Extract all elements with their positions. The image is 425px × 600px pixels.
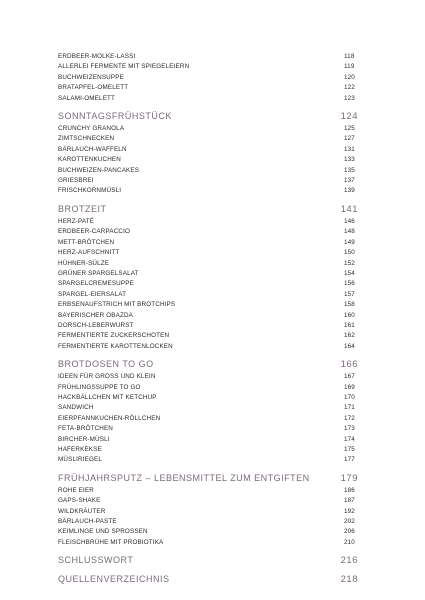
toc-entry: [58, 217, 358, 227]
entry-page: 135: [344, 166, 355, 174]
entry-title: KEIMLINGE UND SPROSSEN: [58, 528, 148, 536]
entry-title: SANDWICH: [58, 404, 94, 412]
entry-title: HERZ-PATÉ: [58, 217, 95, 225]
section-heading: [58, 472, 358, 485]
section-heading: [58, 573, 358, 586]
section-page: 141: [340, 203, 358, 215]
entry-page: 158: [344, 301, 355, 309]
entry-title: ALLERLEI FERMENTE MIT SPIEGELEIERN: [58, 63, 190, 71]
entry-title: MÜSLIRIEGEL: [58, 456, 102, 464]
toc-entry: [58, 321, 358, 331]
section-title: BROTZEIT: [58, 203, 107, 214]
toc-section: [58, 358, 358, 466]
entry-title: HAFERKEKSE: [58, 446, 102, 453]
toc-entry: [58, 134, 358, 144]
toc-entry: [58, 62, 358, 72]
entry-page: 202: [344, 518, 355, 526]
section-page: 216: [340, 555, 358, 567]
entry-title: FRISCHKORNMÜSLI: [58, 187, 122, 195]
entry-title: SPARGELCREMESUPPE: [58, 280, 134, 288]
table-of-contents: [58, 52, 358, 587]
toc-entry: [58, 248, 358, 258]
entry-page: 170: [344, 393, 355, 401]
entry-title: GRIESBREI: [58, 177, 94, 185]
entry-page: 149: [344, 238, 355, 246]
entry-title: FETA-BRÖTCHEN: [58, 425, 114, 433]
entry-page: 171: [344, 404, 355, 412]
toc-section: [58, 110, 358, 197]
section-title: FRÜHJAHRSPUTZ – LEBENSMITTEL ZUM ENTGIFTEN: [58, 472, 310, 483]
section-title: QUELLENVERZEICHNIS: [58, 574, 170, 585]
toc-entry: [58, 372, 358, 382]
entry-page: 156: [344, 280, 355, 288]
toc-entry: [58, 496, 358, 506]
entry-page: 150: [344, 249, 355, 257]
entry-title: BÄRLAUCH-PASTE: [58, 518, 117, 526]
toc-entry: [58, 311, 358, 321]
toc-entry: [58, 383, 358, 393]
entry-page: 186: [344, 486, 355, 494]
toc-entry: [58, 186, 358, 196]
entry-title: EIERPFANNKUCHEN-RÖLLCHEN: [58, 414, 161, 422]
entry-page: 174: [344, 435, 355, 443]
entry-page: 206: [344, 528, 355, 536]
section-page: 166: [340, 359, 358, 371]
entry-page: 133: [344, 156, 355, 164]
intro-group: [58, 52, 358, 104]
entry-title: FLEISCHBRÜHE MIT PROBIOTIKA: [58, 538, 164, 546]
entry-page: 125: [344, 125, 355, 133]
entry-title: BIRCHER-MÜSLI: [58, 435, 110, 443]
toc-entry: [58, 145, 358, 155]
entry-title: ERBSENAUFSTRICH MIT BROTCHIPS: [58, 301, 176, 309]
entry-page: 120: [344, 73, 355, 81]
entry-page: 177: [344, 456, 355, 464]
entry-page: 192: [344, 507, 355, 515]
section-page: 179: [340, 472, 358, 484]
entry-title: CRUNCHY GRANOLA: [58, 125, 125, 133]
entry-page: 123: [344, 94, 355, 102]
toc-entry: [58, 507, 358, 517]
entry-page: 118: [344, 53, 355, 60]
entry-page: 146: [344, 217, 355, 225]
toc-entry: [58, 259, 358, 269]
entry-title: METT-BRÖTCHEN: [58, 238, 115, 246]
entry-title: ERDBEER-CARPACCIO: [58, 228, 131, 236]
entry-title: HACKBÄLLCHEN MIT KETCHUP: [58, 393, 157, 401]
toc-entry: [58, 538, 358, 548]
toc-entry: [58, 73, 358, 83]
section-heading: [58, 358, 358, 371]
entry-title: WILDKRÄUTER: [58, 507, 106, 515]
entry-page: 157: [344, 290, 355, 298]
toc-entry: [58, 279, 358, 289]
entry-page: 152: [344, 259, 355, 267]
toc-entry: [58, 227, 358, 237]
toc-entry: [58, 83, 358, 93]
section-heading: [58, 110, 358, 123]
toc-section: [58, 203, 358, 352]
toc-entry: [58, 300, 358, 310]
toc-entry: [58, 155, 358, 165]
entry-page: 161: [344, 321, 355, 329]
toc-entry: [58, 393, 358, 403]
entry-title: BUCHWEIZEN-PANCAKES: [58, 166, 140, 174]
entry-title: GAPS-SHAKE: [58, 497, 101, 505]
entry-title: FERMENTIERTE ZUCKERSCHOTEN: [58, 332, 170, 340]
entry-page: 139: [344, 187, 355, 195]
toc-entry: [58, 414, 358, 424]
toc-entry: [58, 94, 358, 104]
entry-title: DORSCH-LEBERWURST: [58, 321, 134, 329]
entry-title: BRATAPFEL-OMELETT: [58, 84, 129, 92]
toc-entry: [58, 52, 358, 62]
section-page: 218: [340, 574, 358, 586]
entry-title: BAYERISCHER OBAZDA: [58, 311, 134, 319]
toc-entry: [58, 527, 358, 537]
section-page: 124: [340, 111, 358, 123]
entry-title: KAROTTENKUCHEN: [58, 156, 121, 164]
entry-page: 169: [344, 383, 355, 391]
entry-title: GRÜNER SPARGELSALAT: [58, 269, 139, 277]
toc-entry: [58, 331, 358, 341]
entry-page: 131: [344, 145, 355, 153]
entry-page: 210: [344, 538, 355, 546]
toc-entry: [58, 517, 358, 527]
entry-title: FRÜHLINGSSUPPE TO GO: [58, 383, 141, 391]
toc-entry: [58, 269, 358, 279]
toc-entry: [58, 238, 358, 248]
toc-entry: [58, 455, 358, 465]
section-title: SONNTAGSFRÜHSTÜCK: [58, 111, 172, 122]
entry-page: 119: [344, 63, 355, 71]
toc-entry: [58, 486, 358, 496]
entry-title: IDEEN FÜR GROSS UND KLEIN: [58, 373, 156, 381]
entry-title: FERMENTIERTE KAROTTENLOCKEN: [58, 342, 173, 350]
entry-page: 160: [344, 311, 355, 319]
entry-title: HÜHNER-SÜLZE: [58, 259, 110, 267]
entry-page: 187: [344, 497, 355, 505]
entry-title: BUCHWEIZENSUPPE: [58, 73, 124, 81]
section-title: SCHLUSSWORT: [58, 555, 134, 566]
toc-entry: [58, 290, 358, 300]
entry-title: ZIMTSCHNECKEN: [58, 135, 115, 143]
entry-title: HERZ-AUFSCHNITT: [58, 249, 120, 257]
toc-entry: [58, 435, 358, 445]
entry-title: BÄRLAUCH-WAFFELN: [58, 145, 127, 153]
entry-page: 167: [344, 373, 355, 381]
entry-page: 173: [344, 425, 355, 433]
toc-entry: [58, 342, 358, 352]
entry-page: 148: [344, 228, 355, 236]
section-heading: [58, 203, 358, 216]
entry-title: ROHE EIER: [58, 486, 94, 494]
entry-page: 172: [344, 414, 355, 422]
entry-page: 154: [344, 269, 355, 277]
entry-title: SALAMI-OMELETT: [58, 94, 116, 102]
entry-title: SPARGEL-EIERSALAT: [58, 290, 127, 298]
entry-title: ERDBEER-MOLKE-LASSI: [58, 53, 136, 60]
toc-entry: [58, 424, 358, 434]
toc-entry: [58, 124, 358, 134]
toc-entry: [58, 445, 358, 455]
entry-page: 137: [344, 177, 355, 185]
toc-section: [58, 472, 358, 548]
toc-entry: [58, 166, 358, 176]
entry-page: 162: [344, 332, 355, 340]
entry-page: 127: [344, 135, 355, 143]
section-heading: [58, 554, 358, 567]
entry-page: 122: [344, 84, 355, 92]
toc-entry: [58, 176, 358, 186]
entry-page: 175: [344, 446, 355, 453]
entry-page: 164: [344, 342, 355, 350]
section-title: BROTDOSEN TO GO: [58, 359, 154, 370]
toc-entry: [58, 403, 358, 413]
